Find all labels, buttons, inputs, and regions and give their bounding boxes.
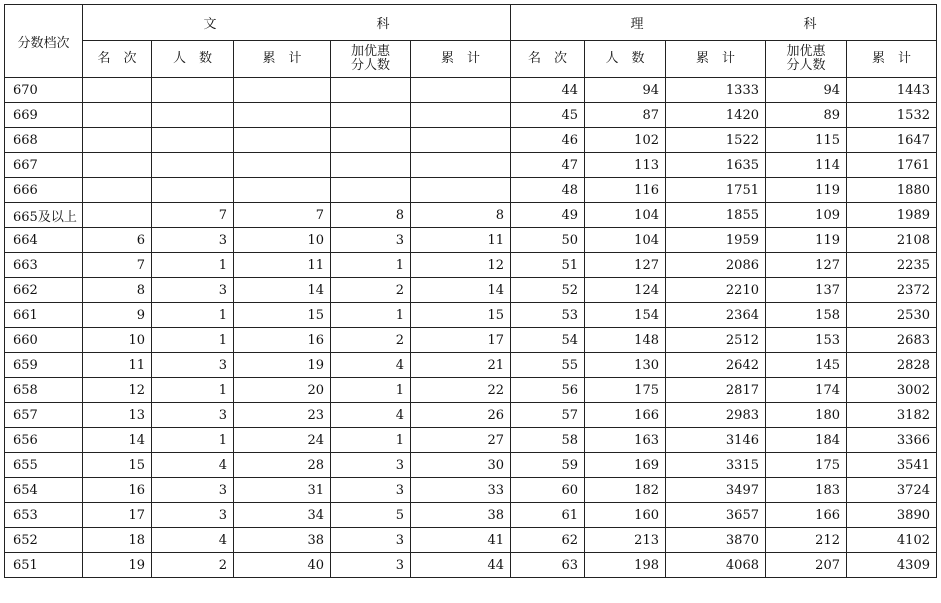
like-rank-cell: 52 [511,278,585,303]
col-header-bonus-cumulative: 累 计 [411,41,511,78]
like-rank-cell: 61 [511,503,585,528]
wenke-cumulative-cell: 14 [234,278,331,303]
wenke-bonus-count-cell [331,78,411,103]
wenke-bonus-cumulative-cell: 44 [411,553,511,578]
score-cell: 660 [5,328,83,353]
like-bonus-count-cell: 145 [766,353,847,378]
table-row [5,153,937,178]
score-rank-table [4,4,937,578]
like-count-cell: 87 [585,103,666,128]
wenke-cumulative-cell: 19 [234,353,331,378]
wenke-rank-cell [83,78,152,103]
like-bonus-cumulative-cell: 3890 [847,503,937,528]
wenke-cumulative-cell: 38 [234,528,331,553]
group-header-like-char2: 科 [803,17,817,32]
wenke-bonus-count-cell: 4 [331,353,411,378]
wenke-rank-cell: 12 [83,378,152,403]
wenke-cumulative-cell: 28 [234,453,331,478]
like-bonus-count-cell: 119 [766,178,847,203]
col-header-bonus-count: 加优惠 分人数 [331,41,411,78]
wenke-bonus-cumulative-cell [411,153,511,178]
like-rank-cell: 63 [511,553,585,578]
wenke-count-cell: 1 [152,328,234,353]
wenke-bonus-cumulative-cell: 30 [411,453,511,478]
wenke-bonus-count-cell: 2 [331,278,411,303]
wenke-bonus-cumulative-cell: 33 [411,478,511,503]
like-cumulative-cell: 1959 [666,228,766,253]
wenke-cumulative-cell: 23 [234,403,331,428]
wenke-bonus-count-cell: 4 [331,403,411,428]
wenke-bonus-cumulative-cell [411,103,511,128]
like-count-cell: 182 [585,478,666,503]
like-rank-cell: 53 [511,303,585,328]
score-cell: 665及以上 [5,203,83,228]
score-cell: 668 [5,128,83,153]
wenke-rank-cell: 9 [83,303,152,328]
like-count-cell: 124 [585,278,666,303]
wenke-bonus-count-cell: 5 [331,503,411,528]
like-bonus-cumulative-cell: 2235 [847,253,937,278]
like-count-cell: 113 [585,153,666,178]
like-bonus-count-cell: 158 [766,303,847,328]
wenke-rank-cell: 19 [83,553,152,578]
score-rank-table-container [4,4,937,578]
wenke-rank-cell: 13 [83,403,152,428]
wenke-bonus-count-cell: 3 [331,528,411,553]
like-rank-cell: 51 [511,253,585,278]
like-cumulative-cell: 3497 [666,478,766,503]
wenke-rank-cell: 18 [83,528,152,553]
like-cumulative-cell: 2364 [666,303,766,328]
like-bonus-count-cell: 166 [766,503,847,528]
wenke-count-cell [152,78,234,103]
like-count-cell: 154 [585,303,666,328]
wenke-rank-cell: 17 [83,503,152,528]
like-bonus-cumulative-cell: 2683 [847,328,937,353]
wenke-bonus-cumulative-cell [411,128,511,153]
wenke-bonus-cumulative-cell: 22 [411,378,511,403]
wenke-count-cell [152,153,234,178]
wenke-bonus-count-cell [331,128,411,153]
wenke-bonus-cumulative-cell: 15 [411,303,511,328]
wenke-bonus-count-cell: 2 [331,328,411,353]
like-bonus-cumulative-cell: 1443 [847,78,937,103]
like-bonus-count-cell: 183 [766,478,847,503]
wenke-rank-cell: 8 [83,278,152,303]
table-row [5,303,937,328]
table-row [5,403,937,428]
like-count-cell: 175 [585,378,666,403]
like-cumulative-cell: 2210 [666,278,766,303]
score-cell: 659 [5,353,83,378]
col-header-cumulative: 累 计 [234,41,331,78]
like-bonus-count-cell: 180 [766,403,847,428]
wenke-bonus-cumulative-cell: 8 [411,203,511,228]
wenke-count-cell: 3 [152,353,234,378]
wenke-count-cell: 1 [152,253,234,278]
like-bonus-count-cell: 174 [766,378,847,403]
wenke-bonus-count-cell: 8 [331,203,411,228]
wenke-cumulative-cell: 7 [234,203,331,228]
like-count-cell: 104 [585,228,666,253]
wenke-bonus-cumulative-cell [411,178,511,203]
score-cell: 658 [5,378,83,403]
like-cumulative-cell: 3657 [666,503,766,528]
table-row [5,503,937,528]
wenke-cumulative-cell [234,153,331,178]
like-count-cell: 169 [585,453,666,478]
table-row [5,103,937,128]
wenke-rank-cell [83,203,152,228]
wenke-cumulative-cell [234,178,331,203]
score-cell: 654 [5,478,83,503]
wenke-bonus-cumulative-cell: 38 [411,503,511,528]
wenke-bonus-count-cell: 3 [331,478,411,503]
table-row [5,228,937,253]
like-rank-cell: 45 [511,103,585,128]
wenke-bonus-count-cell: 3 [331,228,411,253]
like-bonus-count-cell: 94 [766,78,847,103]
like-bonus-cumulative-cell: 1989 [847,203,937,228]
like-count-cell: 166 [585,403,666,428]
like-count-cell: 198 [585,553,666,578]
like-count-cell: 163 [585,428,666,453]
like-count-cell: 94 [585,78,666,103]
like-rank-cell: 55 [511,353,585,378]
like-bonus-count-cell: 89 [766,103,847,128]
like-bonus-count-cell: 153 [766,328,847,353]
col-header-count: 人 数 [152,41,234,78]
like-bonus-count-cell: 212 [766,528,847,553]
like-count-cell: 213 [585,528,666,553]
group-header-wenke [83,5,511,41]
wenke-rank-cell [83,178,152,203]
like-bonus-count-cell: 207 [766,553,847,578]
like-count-cell: 104 [585,203,666,228]
wenke-bonus-count-cell: 1 [331,303,411,328]
table-row [5,203,937,228]
like-cumulative-cell: 1635 [666,153,766,178]
wenke-bonus-cumulative-cell: 41 [411,528,511,553]
wenke-count-cell: 3 [152,278,234,303]
like-bonus-cumulative-cell: 1647 [847,128,937,153]
wenke-bonus-cumulative-cell: 26 [411,403,511,428]
group-header-like [511,5,937,41]
wenke-rank-cell: 10 [83,328,152,353]
wenke-cumulative-cell [234,103,331,128]
score-cell: 670 [5,78,83,103]
like-bonus-count-cell: 115 [766,128,847,153]
table-row [5,378,937,403]
wenke-rank-cell: 14 [83,428,152,453]
wenke-bonus-count-cell: 1 [331,428,411,453]
score-cell: 657 [5,403,83,428]
wenke-bonus-count-cell [331,153,411,178]
wenke-bonus-cumulative-cell: 14 [411,278,511,303]
like-bonus-cumulative-cell: 3724 [847,478,937,503]
like-bonus-cumulative-cell: 4102 [847,528,937,553]
wenke-count-cell: 3 [152,478,234,503]
wenke-rank-cell: 16 [83,478,152,503]
like-cumulative-cell: 2512 [666,328,766,353]
like-count-cell: 130 [585,353,666,378]
like-bonus-cumulative-cell: 3182 [847,403,937,428]
table-row [5,453,937,478]
like-bonus-count-cell: 137 [766,278,847,303]
like-rank-cell: 44 [511,78,585,103]
table-row [5,178,937,203]
like-rank-cell: 60 [511,478,585,503]
wenke-cumulative-cell [234,128,331,153]
like-count-cell: 127 [585,253,666,278]
col-header-bonus-count: 加优惠 分人数 [766,41,847,78]
like-count-cell: 116 [585,178,666,203]
wenke-rank-cell [83,103,152,128]
group-header-wenke-char2: 科 [376,17,390,32]
wenke-bonus-cumulative-cell: 21 [411,353,511,378]
like-bonus-count-cell: 119 [766,228,847,253]
wenke-cumulative-cell: 15 [234,303,331,328]
like-bonus-count-cell: 114 [766,153,847,178]
table-row [5,328,937,353]
wenke-rank-cell: 7 [83,253,152,278]
like-rank-cell: 50 [511,228,585,253]
score-cell: 666 [5,178,83,203]
like-count-cell: 102 [585,128,666,153]
like-bonus-cumulative-cell: 4309 [847,553,937,578]
like-cumulative-cell: 3146 [666,428,766,453]
wenke-cumulative-cell: 20 [234,378,331,403]
wenke-count-cell: 3 [152,503,234,528]
score-cell: 663 [5,253,83,278]
like-count-cell: 160 [585,503,666,528]
table-row [5,78,937,103]
wenke-count-cell: 1 [152,428,234,453]
like-cumulative-cell: 1420 [666,103,766,128]
group-header-wenke-char1: 文 [203,17,217,32]
like-cumulative-cell: 2983 [666,403,766,428]
table-row [5,428,937,453]
col-header-count: 人 数 [585,41,666,78]
score-cell: 662 [5,278,83,303]
like-rank-cell: 49 [511,203,585,228]
wenke-count-cell: 2 [152,553,234,578]
score-cell: 661 [5,303,83,328]
table-row [5,128,937,153]
score-cell: 669 [5,103,83,128]
like-cumulative-cell: 1751 [666,178,766,203]
wenke-bonus-count-cell [331,178,411,203]
like-bonus-cumulative-cell: 3366 [847,428,937,453]
like-count-cell: 148 [585,328,666,353]
like-bonus-cumulative-cell: 2372 [847,278,937,303]
wenke-bonus-count-cell: 3 [331,453,411,478]
wenke-rank-cell: 15 [83,453,152,478]
score-cell: 655 [5,453,83,478]
like-rank-cell: 46 [511,128,585,153]
like-bonus-cumulative-cell: 2108 [847,228,937,253]
group-header-like-char1: 理 [630,17,644,32]
table-row [5,353,937,378]
table-body [5,78,937,578]
table-row [5,528,937,553]
wenke-bonus-count-cell: 1 [331,253,411,278]
like-rank-cell: 59 [511,453,585,478]
wenke-cumulative-cell: 31 [234,478,331,503]
like-cumulative-cell: 3315 [666,453,766,478]
like-cumulative-cell: 2086 [666,253,766,278]
score-cell: 651 [5,553,83,578]
like-bonus-cumulative-cell: 1532 [847,103,937,128]
score-cell: 652 [5,528,83,553]
score-cell: 656 [5,428,83,453]
wenke-count-cell [152,178,234,203]
wenke-count-cell: 4 [152,528,234,553]
wenke-count-cell: 4 [152,453,234,478]
wenke-bonus-cumulative-cell: 12 [411,253,511,278]
wenke-rank-cell [83,153,152,178]
like-cumulative-cell: 1522 [666,128,766,153]
score-cell: 667 [5,153,83,178]
like-bonus-cumulative-cell: 1761 [847,153,937,178]
wenke-count-cell: 1 [152,378,234,403]
wenke-bonus-cumulative-cell: 17 [411,328,511,353]
wenke-bonus-count-cell [331,103,411,128]
wenke-cumulative-cell: 10 [234,228,331,253]
wenke-count-cell: 7 [152,203,234,228]
like-bonus-count-cell: 109 [766,203,847,228]
like-cumulative-cell: 2817 [666,378,766,403]
like-rank-cell: 58 [511,428,585,453]
col-header-cumulative: 累 计 [666,41,766,78]
like-cumulative-cell: 1333 [666,78,766,103]
wenke-rank-cell: 6 [83,228,152,253]
wenke-bonus-cumulative-cell: 27 [411,428,511,453]
like-bonus-count-cell: 127 [766,253,847,278]
table-row [5,278,937,303]
like-rank-cell: 47 [511,153,585,178]
score-cell: 664 [5,228,83,253]
score-cell: 653 [5,503,83,528]
like-rank-cell: 62 [511,528,585,553]
wenke-rank-cell: 11 [83,353,152,378]
like-bonus-cumulative-cell: 2530 [847,303,937,328]
wenke-count-cell: 3 [152,403,234,428]
like-rank-cell: 54 [511,328,585,353]
like-bonus-cumulative-cell: 3002 [847,378,937,403]
wenke-cumulative-cell: 11 [234,253,331,278]
like-rank-cell: 48 [511,178,585,203]
wenke-bonus-cumulative-cell [411,78,511,103]
col-header-bonus-cumulative: 累 计 [847,41,937,78]
table-row [5,253,937,278]
wenke-count-cell: 3 [152,228,234,253]
wenke-count-cell [152,128,234,153]
wenke-bonus-count-cell: 3 [331,553,411,578]
col-header-rank: 名 次 [511,41,585,78]
table-row [5,478,937,503]
table-row [5,553,937,578]
wenke-cumulative-cell: 34 [234,503,331,528]
like-bonus-count-cell: 184 [766,428,847,453]
like-cumulative-cell: 2642 [666,353,766,378]
wenke-rank-cell [83,128,152,153]
like-bonus-count-cell: 175 [766,453,847,478]
wenke-count-cell: 1 [152,303,234,328]
like-bonus-cumulative-cell: 1880 [847,178,937,203]
score-column-header: 分数档次 [5,5,83,78]
like-cumulative-cell: 1855 [666,203,766,228]
like-bonus-cumulative-cell: 2828 [847,353,937,378]
like-cumulative-cell: 4068 [666,553,766,578]
wenke-cumulative-cell: 40 [234,553,331,578]
wenke-cumulative-cell [234,78,331,103]
wenke-cumulative-cell: 24 [234,428,331,453]
header-row-groups [5,5,937,41]
col-header-rank: 名 次 [83,41,152,78]
like-bonus-cumulative-cell: 3541 [847,453,937,478]
wenke-cumulative-cell: 16 [234,328,331,353]
wenke-bonus-cumulative-cell: 11 [411,228,511,253]
like-rank-cell: 57 [511,403,585,428]
wenke-bonus-count-cell: 1 [331,378,411,403]
like-rank-cell: 56 [511,378,585,403]
wenke-count-cell [152,103,234,128]
header-row-columns [5,41,937,78]
like-cumulative-cell: 3870 [666,528,766,553]
